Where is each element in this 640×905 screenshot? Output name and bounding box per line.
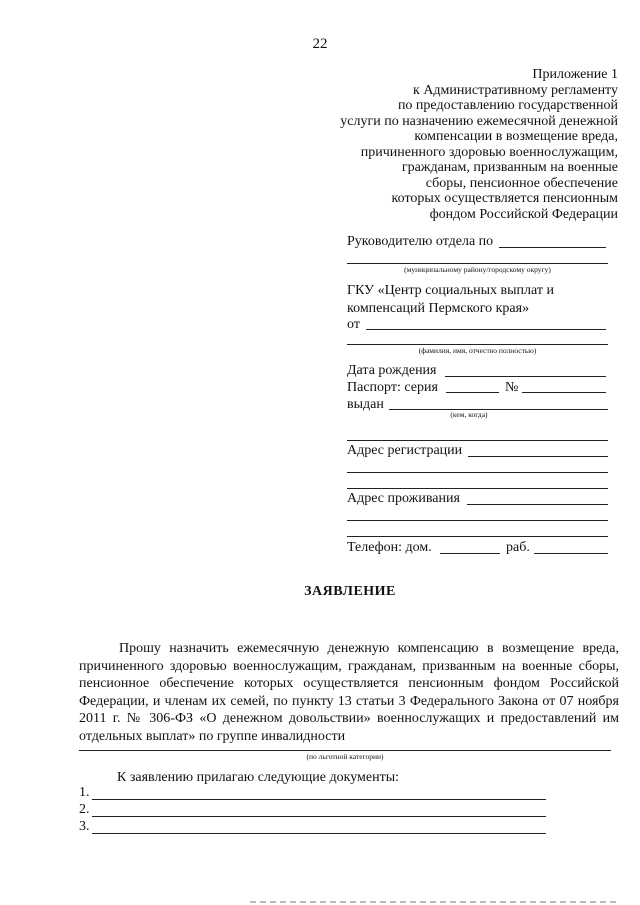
scan-edge-noise xyxy=(250,901,620,903)
district-field[interactable] xyxy=(499,247,606,248)
phone-home-field[interactable] xyxy=(440,553,500,554)
head-label: Руководителю отдела по xyxy=(347,234,494,249)
appendix-line: к Административному регламенту xyxy=(413,82,618,98)
fio-caption: (фамилия, имя, отчество полностью) xyxy=(418,346,537,355)
reg-address-field-line2[interactable] xyxy=(347,472,608,473)
live-address-label: Адрес проживания xyxy=(347,491,460,506)
appendix-line: сборы, пенсионное обеспечение xyxy=(425,175,618,191)
reg-address-field-line3[interactable] xyxy=(347,488,608,489)
live-address-field-line3[interactable] xyxy=(347,536,608,537)
attachment-number: 2. xyxy=(79,802,90,817)
birth-label: Дата рождения xyxy=(347,363,437,378)
fio-field[interactable] xyxy=(366,329,606,330)
phone-work-label: раб. xyxy=(506,540,530,555)
appendix-line: по предоставлению государственной xyxy=(397,98,618,113)
live-address-field[interactable] xyxy=(467,504,608,505)
appendix-line: которых осуществляется пенсионным xyxy=(391,191,618,206)
appendix-header xyxy=(288,67,618,222)
reg-address-field[interactable] xyxy=(468,456,608,457)
district-field-line2[interactable] xyxy=(347,263,608,264)
issued-caption: (кем, когда) xyxy=(450,410,488,419)
statement-title: ЗАЯВЛЕНИЕ xyxy=(304,584,396,599)
passport-label: Паспорт: серия xyxy=(347,380,438,395)
category-caption: (по льготной категории) xyxy=(306,752,384,761)
birth-date-field[interactable] xyxy=(445,376,606,377)
appendix-line: причиненного здоровью военнослужащим, xyxy=(360,144,618,160)
fio-field-line2[interactable] xyxy=(347,344,608,345)
issued-label: выдан xyxy=(347,397,384,412)
district-caption: (муниципальному району/городскому округу) xyxy=(404,265,551,274)
live-address-field-line2[interactable] xyxy=(347,520,608,521)
attachments-label: К заявлению прилагаю следующие документы: xyxy=(117,770,400,785)
category-field[interactable] xyxy=(79,750,611,751)
phone-work-field[interactable] xyxy=(534,553,608,554)
passport-number-label: № xyxy=(505,380,519,395)
from-label: от xyxy=(347,317,360,332)
org-line1: ГКУ «Центр социальных выплат и xyxy=(347,283,554,298)
org-line2: компенсаций Пермского края» xyxy=(347,301,530,316)
attachment-number: 1. xyxy=(79,785,90,800)
page-number: 22 xyxy=(312,36,328,52)
statement-body xyxy=(79,640,619,745)
appendix-line: фондом Российской Федерации xyxy=(429,206,618,222)
attachment-field-1[interactable] xyxy=(92,799,546,800)
appendix-line: услуги по назначению ежемесячной денежной xyxy=(340,113,618,129)
issued-by-field-line2[interactable] xyxy=(347,440,608,441)
attachment-field-2[interactable] xyxy=(92,816,546,817)
passport-number-field[interactable] xyxy=(522,392,606,393)
appendix-line: гражданам, призванным на военные xyxy=(401,160,618,175)
appendix-line: Приложение 1 xyxy=(532,67,618,82)
attachment-number: 3. xyxy=(79,819,90,834)
appendix-line: компенсации в возмещение вреда, xyxy=(414,129,618,144)
statement-paragraph: Прошу назначить ежемесячную денежную компенсацию в возмещение вреда, причиненного здоровью военнослужащим, гражданам, призванным на военные сборы, пенсионное обеспечение которых осуществляется пенсионным фондом Российской Федерации, и членам их семей, по пункту 13 статьи 3 Федерального Закона от 07 ноября 2011 г. № 306-ФЗ «О денежном довольствии» военнослужащих и предоставлений им отдельных выплат» по группе инвалидности xyxy=(79,641,619,744)
phone-home-label: Телефон: дом. xyxy=(347,540,432,555)
attachment-field-3[interactable] xyxy=(92,833,546,834)
passport-series-field[interactable] xyxy=(446,392,499,393)
reg-address-label: Адрес регистрации xyxy=(347,443,463,458)
